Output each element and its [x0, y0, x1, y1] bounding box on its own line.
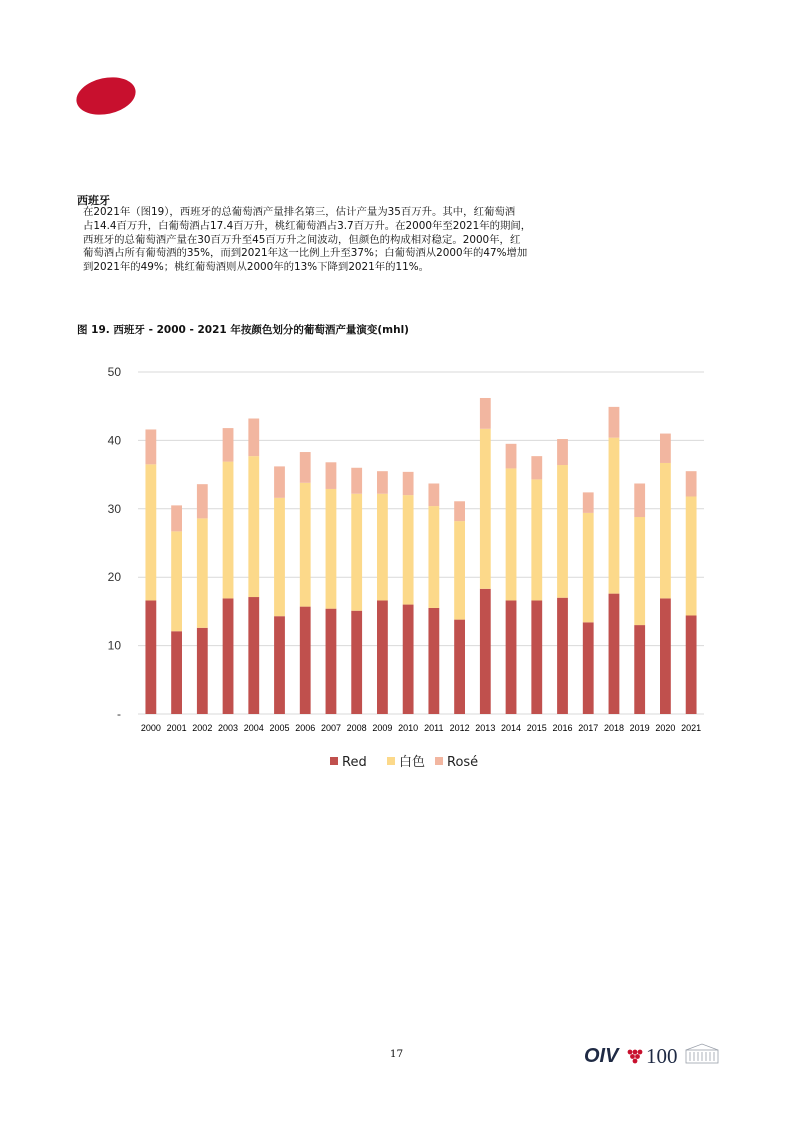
bar-segment [454, 501, 465, 521]
x-tick-label: 2003 [218, 723, 239, 733]
bar-segment [609, 438, 620, 594]
bar-segment [686, 496, 697, 615]
bar-segment [686, 616, 697, 714]
body-line: 占14.4百万升，白葡萄酒占17.4百万升，桃红葡萄酒占3.7百万升。在2000年至2021年的期间， [83, 219, 532, 232]
oiv-logo-number: 100 [646, 1044, 678, 1068]
bar-segment [609, 594, 620, 714]
oiv-100-logo [584, 1040, 724, 1070]
body-paragraph [83, 206, 581, 275]
bar-segment [634, 483, 645, 517]
x-tick-label: 2001 [166, 723, 187, 733]
brand-red-ellipse [75, 76, 137, 116]
x-tick-label: 2002 [192, 723, 213, 733]
bar-segment [506, 600, 517, 714]
bar-segment [583, 492, 594, 513]
body-line: 到2021年的49%；桃红葡萄酒则从2000年的13%下降到2021年的11%。 [83, 261, 430, 274]
x-tick-label: 2020 [655, 723, 676, 733]
bar-segment [223, 462, 234, 599]
legend-swatch [330, 757, 338, 765]
legend-label: Red [342, 755, 367, 770]
x-tick-label: 2010 [398, 723, 419, 733]
bar-segment [428, 483, 439, 506]
bar-segment [506, 444, 517, 469]
x-tick-label: 2016 [552, 723, 573, 733]
bar-segment [300, 483, 311, 607]
bar-segment [428, 608, 439, 714]
bar-segment [583, 622, 594, 714]
bar-segment [403, 472, 414, 495]
bar-segment [300, 452, 311, 483]
building-emblem-icon [686, 1044, 718, 1063]
bar-segment [480, 398, 491, 429]
y-tick-label: 10 [107, 638, 121, 653]
x-tick-label: 2009 [372, 723, 393, 733]
bar-segment [197, 484, 208, 518]
legend-label: Rosé [447, 755, 479, 770]
bar-segment [351, 611, 362, 714]
page-number: 17 [389, 1048, 404, 1060]
bar-segment [326, 489, 337, 609]
bar-segment [660, 463, 671, 598]
bar-segment [506, 468, 517, 600]
bar-segment [660, 598, 671, 714]
bar-segment [531, 479, 542, 600]
bar-segment [583, 513, 594, 622]
x-tick-label: 2012 [449, 723, 470, 733]
bar-segment [326, 609, 337, 714]
legend-label: 白色 [399, 755, 426, 770]
bar-segment [274, 466, 285, 497]
bar-segment [557, 598, 568, 714]
bar-segment [403, 495, 414, 604]
body-line: 在2021年（图19），西班牙的总葡萄酒产量排名第三，估计产量为35百万升。其中，红葡萄酒 [83, 206, 516, 218]
bar-segment [171, 505, 182, 531]
bar-segment [326, 462, 337, 489]
bar-segment [145, 600, 156, 714]
bar-segment [634, 517, 645, 625]
y-tick-label: 40 [107, 433, 121, 448]
stacked-bar-chart [0, 350, 793, 800]
bar-segment [557, 465, 568, 598]
y-tick-label: 30 [107, 501, 121, 516]
figure-caption: 图 19. 西班牙 - 2000 - 2021 年按颜色划分的葡萄酒产量演变(mhl) [77, 324, 409, 336]
bar-segment [377, 600, 388, 714]
bar-segment [531, 600, 542, 714]
bar-segment [171, 531, 182, 631]
bar-segment [274, 498, 285, 616]
bar-segment [248, 456, 259, 597]
bar-segment [248, 597, 259, 714]
x-tick-label: 2013 [475, 723, 496, 733]
x-tick-label: 2005 [269, 723, 290, 733]
bar-segment [454, 521, 465, 619]
bar-segment [223, 598, 234, 714]
bar-segment [197, 518, 208, 627]
bar-segment [223, 428, 234, 462]
bar-segment [686, 471, 697, 496]
bar-segment [480, 429, 491, 589]
x-tick-label: 2006 [295, 723, 316, 733]
bar-segment [454, 620, 465, 714]
bar-segment [609, 407, 620, 438]
bar-segment [248, 419, 259, 457]
bar-segment [145, 464, 156, 600]
bar-segment [403, 605, 414, 714]
bar-segment [377, 471, 388, 494]
section-title: 西班牙 [77, 194, 110, 207]
x-tick-label: 2014 [501, 723, 522, 733]
bar-segment [300, 607, 311, 714]
x-tick-label: 2000 [140, 723, 161, 733]
y-tick-label: 20 [107, 570, 121, 585]
bar-segment [274, 616, 285, 714]
bar-segment [171, 631, 182, 714]
x-tick-label: 2017 [578, 723, 599, 733]
x-tick-label: 2021 [681, 723, 702, 733]
bar-segment [557, 439, 568, 465]
x-tick-label: 2018 [603, 723, 624, 733]
legend-swatch [387, 757, 395, 765]
y-tick-label: - [117, 707, 121, 721]
bar-segment [197, 628, 208, 714]
x-tick-label: 2007 [320, 723, 341, 733]
x-tick-label: 2011 [424, 723, 444, 733]
x-tick-label: 2004 [243, 723, 264, 733]
body-line: 葡萄酒占所有葡萄酒的35%，而到2021年这一比例上升至37%；白葡萄酒从2000年的47%增加 [83, 247, 528, 260]
bar-segment [660, 434, 671, 463]
bar-segment [531, 456, 542, 479]
x-tick-label: 2019 [629, 723, 650, 733]
bar-segment [634, 625, 645, 714]
x-tick-label: 2008 [346, 723, 367, 733]
legend-swatch [435, 757, 443, 765]
bar-segment [351, 494, 362, 611]
grape-icon [628, 1050, 643, 1064]
bar-segment [145, 429, 156, 464]
bar-segment [351, 468, 362, 494]
body-line: 西班牙的总葡萄酒产量在30百万升至45百万升之间波动，但颜色的构成相对稳定。2000年，红 [83, 233, 521, 246]
y-tick-label: 50 [107, 365, 121, 379]
bar-segment [480, 589, 491, 714]
x-tick-label: 2015 [526, 723, 547, 733]
oiv-logo-text: OIV [584, 1045, 619, 1067]
bar-segment [377, 494, 388, 601]
bar-segment [428, 506, 439, 608]
